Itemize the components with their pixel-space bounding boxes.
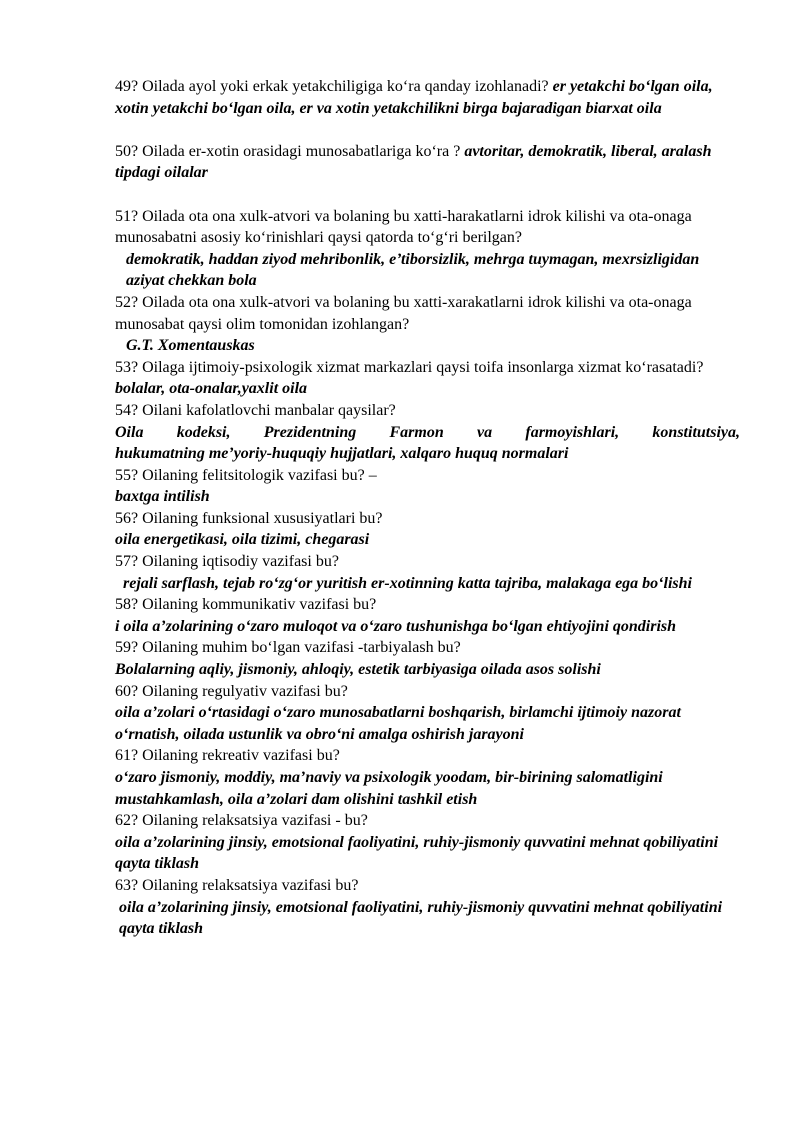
answer-53: bolalar, ota-onalar,yaxlit oila xyxy=(115,380,308,398)
qa-item-60 xyxy=(115,681,740,746)
qa-item-58 xyxy=(115,594,740,637)
question-58: 58? Oilaning kommunikativ vazifasi bu? xyxy=(115,596,377,614)
answer-58: i oila a’zolarining o‘zaro muloqot va o‘zaro tushunishga bo‘lgan ehtiyojini qondirish xyxy=(115,617,677,635)
answer-57: rejali sarflash, tejab ro‘zg‘or yuritish er-xotinning katta tajriba, malakaga ega bo‘lishi xyxy=(123,574,692,592)
qa-item-59 xyxy=(115,637,740,680)
qa-item-61 xyxy=(115,745,740,810)
qa-item-51 xyxy=(115,206,740,292)
question-55: 55? Oilaning felitsitologik vazifasi bu? – xyxy=(115,466,377,484)
question-53: 53? Oilaga ijtimoiy-psixologik xizmat markazlari qaysi toifa insonlarga xizmat ko‘rasatadi? xyxy=(115,358,704,376)
answer-52: G.T. Xomentauskas xyxy=(126,337,255,355)
question-51: 51? Oilada ota ona xulk-atvori va bolaning bu xatti-harakatlarni idrok kilishi va ota-onaga munosabatni asosiy ko‘rinishlari qaysi qatorda to‘g‘ri berilgan? xyxy=(115,207,692,247)
question-63: 63? Oilaning relaksatsiya vazifasi bu? xyxy=(115,876,359,894)
question-57: 57? Oilaning iqtisodiy vazifasi bu? xyxy=(115,553,339,571)
qa-item-52 xyxy=(115,292,740,357)
answer-56: oila energetikasi, oila tizimi, chegarasi xyxy=(115,531,370,549)
answer-50: avtoritar, demokratik, liberal, aralash tipdagi oilalar xyxy=(115,142,712,182)
answer-61: o‘zaro jismoniy, moddiy, ma’naviy va psixologik yoodam, bir-birining salomatligini mustahkamlash, oila a’zolari dam olishini tashkil etish xyxy=(115,769,663,808)
qa-item-62 xyxy=(115,810,740,875)
answer-55: baxtga intilish xyxy=(115,488,210,506)
qa-item-54 xyxy=(115,400,740,465)
question-49: 49? Oilada ayol yoki erkak yetakchiligiga ko‘ra qanday izohlanadi? xyxy=(115,78,549,95)
question-54: 54? Oilani kafolatlovchi manbalar qaysilar? xyxy=(115,401,396,419)
qa-item-57 xyxy=(115,551,740,594)
qa-item-50 xyxy=(115,141,740,184)
qa-item-56 xyxy=(115,508,740,551)
question-62: 62? Oilaning relaksatsiya vazifasi - bu? xyxy=(115,812,368,830)
answer-49: er yetakchi bo‘lgan oila, xotin yetakchi bo‘lgan oila, er va xotin yetakchilikni birga bajaradigan biarxat oila xyxy=(115,78,713,117)
qa-item-55 xyxy=(115,465,740,508)
question-50: 50? Oilada er-xotin orasidagi munosabatlariga ko‘ra ? xyxy=(115,142,461,160)
answer-54-line-1: Oila kodeksi, Prezidentning Farmon va farmoyishlari, konstitutsiya, xyxy=(115,423,740,441)
question-61: 61? Oilaning rekreativ vazifasi bu? xyxy=(115,747,340,765)
qa-item-63 xyxy=(115,875,740,940)
question-60: 60? Oilaning regulyativ vazifasi bu? xyxy=(115,682,348,700)
qa-item-49 xyxy=(115,76,740,119)
question-56: 56? Oilaning funksional xususiyatlari bu? xyxy=(115,509,383,527)
document-page xyxy=(115,76,740,940)
answer-63: oila a’zolarining jinsiy, emotsional faoliyatini, ruhiy-jismoniy quvvatini mehnat qobiliyatini qayta tiklash xyxy=(119,898,723,938)
question-52: 52? Oilada ota ona xulk-atvori va bolaning bu xatti-xarakatlarni idrok kilishi va ota-onaga munosabat qaysi olim tomonidan izohlangan? xyxy=(115,293,692,333)
question-59: 59? Oilaning muhim bo‘lgan vazifasi -tarbiyalash bu? xyxy=(115,639,461,657)
answer-59: Bolalarning aqliy, jismoniy, ahloqiy, estetik tarbiyasiga oilada asos solishi xyxy=(115,661,601,679)
answer-51: demokratik, haddan ziyod mehribonlik, e’tiborsizlik, mehrga tuymagan, mexrsizligidan aziyat chekkan bola xyxy=(126,250,700,290)
answer-62: oila a’zolarining jinsiy, emotsional faoliyatini, ruhiy-jismoniy quvvatini mehnat qobiliyatini qayta tiklash xyxy=(115,833,719,873)
qa-item-53 xyxy=(115,357,740,400)
answer-60: oila a’zolari o‘rtasidagi o‘zaro munosabatlarni boshqarish, birlamchi ijtimoiy nazorat o‘rnatish, oilada ustunlik va obro‘ni amalga oshirish jarayoni xyxy=(115,704,681,743)
answer-54-line-2: hukumatning me’yoriy-huquqiy hujjatlari, xalqaro huquq normalari xyxy=(115,445,569,463)
